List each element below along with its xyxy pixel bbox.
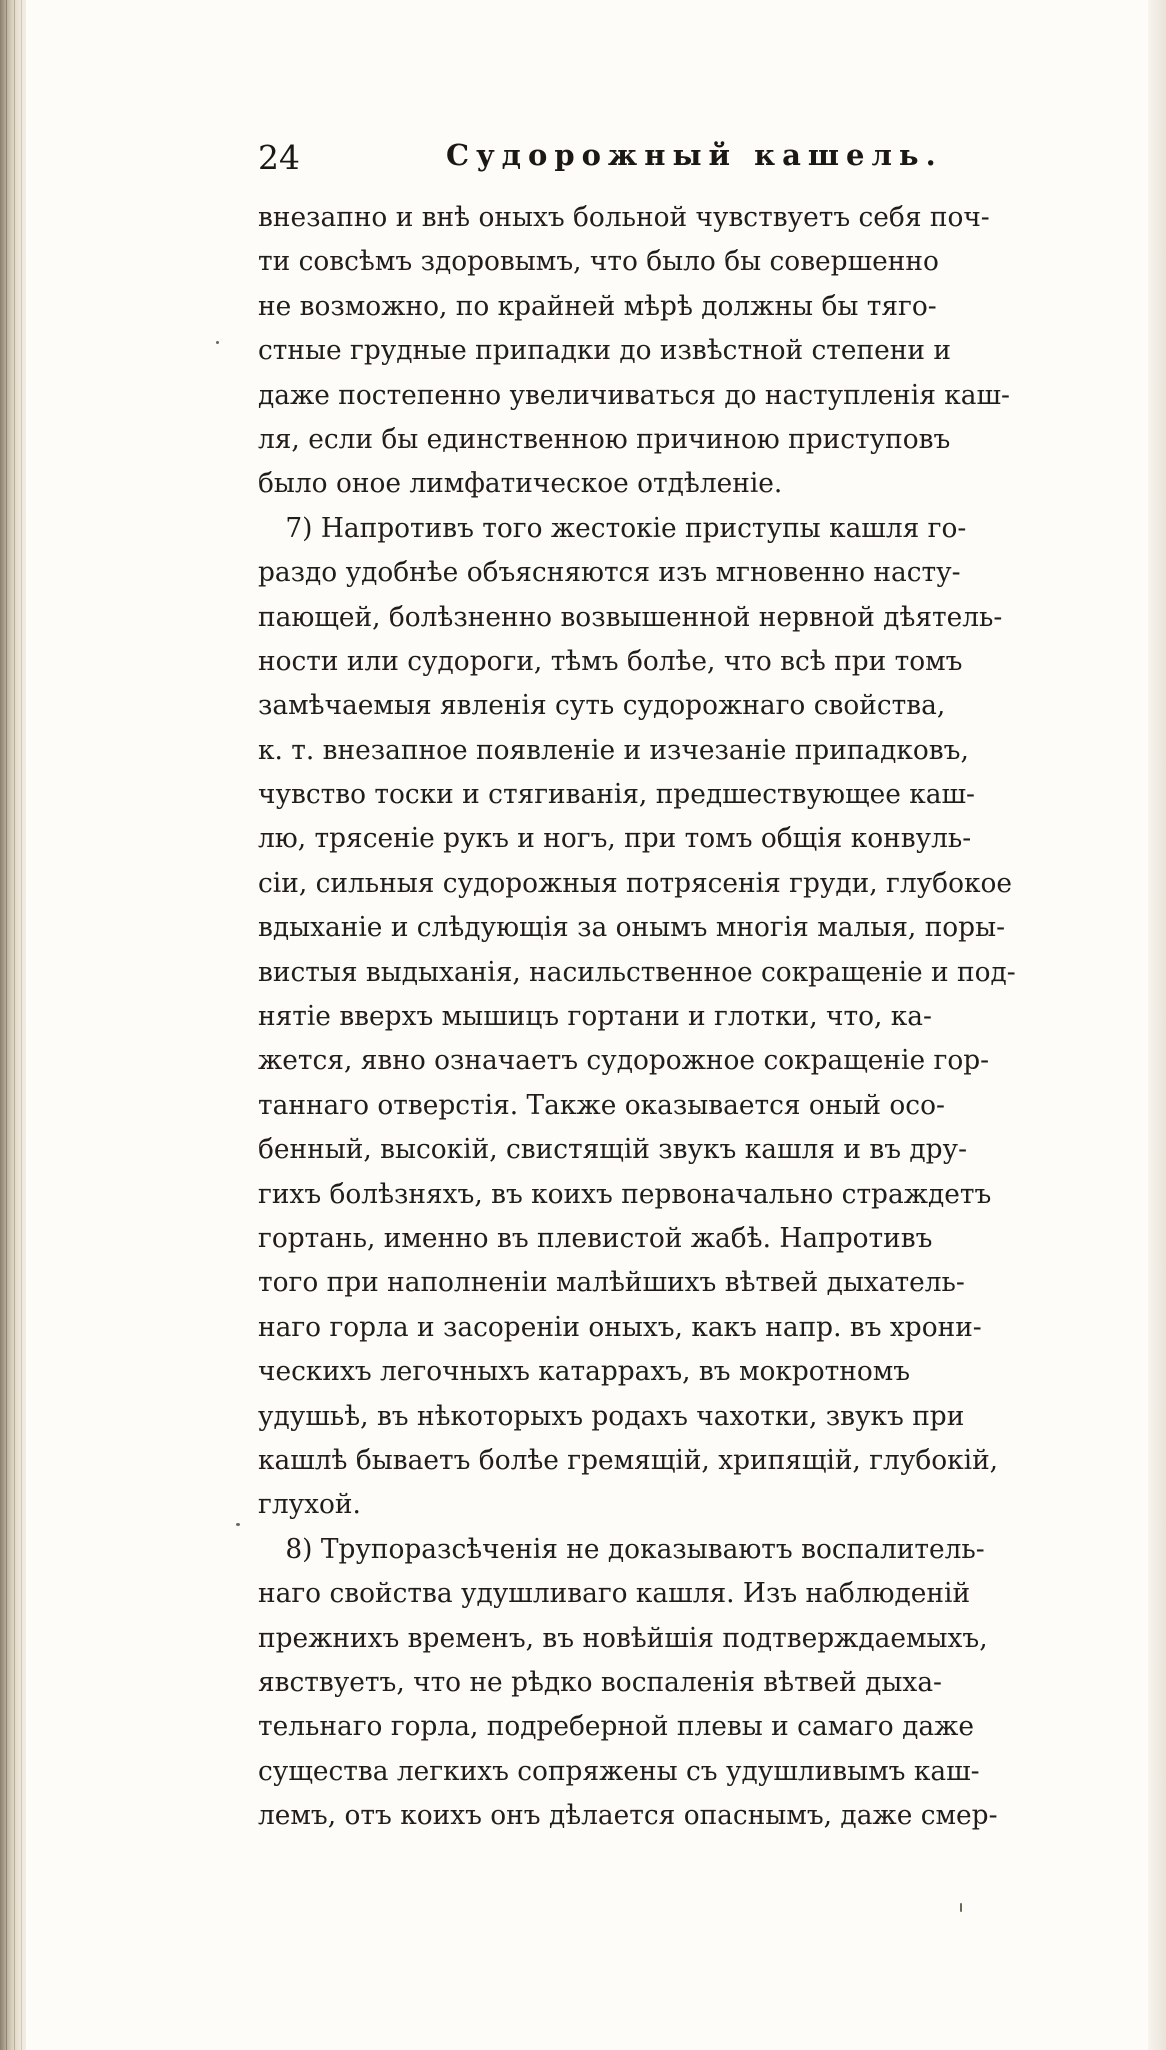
running-title: Судорожный кашель. — [446, 138, 943, 172]
text-line: гортань, именно въ плевистой жабѣ. Напротивъ — [258, 1222, 933, 1254]
ink-speck — [236, 1523, 240, 1526]
text-line: не возможно, по крайней мѣрѣ должны бы тяго- — [258, 290, 937, 322]
text-line: замѣчаемыя явленія суть судорожнаго свойства, — [258, 690, 946, 722]
binding-line — [14, 0, 15, 2050]
text-line: стные грудные припадки до извѣстной степени и — [258, 335, 951, 367]
text-line: чувство тоски и стягиванія, предшествующее каш- — [258, 779, 975, 811]
text-line: кашлѣ бываетъ болѣе гремящій, хрипящій, глубокій, — [258, 1444, 999, 1476]
text-line: вдыханіе и слѣдующія за онымъ многія малыя, поры- — [258, 912, 1006, 944]
text-line: ля, если бы единственною причиною приступовъ — [258, 423, 951, 455]
text-line: того при наполненіи малѣйшихъ вѣтвей дыхатель- — [258, 1267, 965, 1299]
text-line: вистыя выдыханія, насильственное сокращеніе и под- — [258, 956, 1016, 988]
text-line: прежнихъ временъ, въ новѣйшія подтверждаемыхъ, — [258, 1622, 988, 1654]
text-line: наго свойства удушливаго кашля. Изъ наблюденій — [258, 1578, 971, 1610]
text-line: даже постепенно увеличиваться до наступленія каш- — [258, 379, 1010, 411]
text-line: наго горла и засореніи оныхъ, какъ напр. въ хрони- — [258, 1311, 982, 1343]
text-line: удушьѣ, въ нѣкоторыхъ родахъ чахотки, звукъ при — [258, 1400, 965, 1432]
text-line: жется, явно означаетъ судорожное сокращеніе гор- — [258, 1045, 990, 1077]
text-line: глухой. — [258, 1489, 361, 1521]
text-line: тельнаго горла, подреберной плевы и самаго даже — [258, 1711, 974, 1743]
text-line: существа легкихъ сопряжены съ удушливымъ каш- — [258, 1755, 980, 1787]
text-line: ти совсѣмъ здоровымъ, что было бы совершенно — [258, 246, 939, 278]
book-binding-edge — [0, 0, 26, 2050]
text-line: нятіе вверхъ мышицъ гортани и глотки, что, ка- — [258, 1001, 932, 1033]
text-line: внезапно и внѣ оныхъ больной чувствуетъ себя поч- — [258, 202, 990, 233]
text-line: лю, трясеніе рукъ и ногъ, при томъ общія конвуль- — [258, 823, 972, 855]
paragraph-start-line: 7) Напротивъ того жестокіе приступы кашля го- — [285, 512, 967, 544]
page-header — [258, 138, 1048, 190]
binding-line — [6, 0, 7, 2050]
text-line: бенный, высокій, свистящій звукъ кашля и въ дру- — [258, 1134, 967, 1166]
paragraph-start-line: 8) Трупоразсѣченія не доказываютъ воспалитель- — [285, 1533, 985, 1565]
text-line: явствуетъ, что не рѣдко воспаленія вѣтвей дыха- — [258, 1666, 942, 1698]
text-line: лемъ, отъ коихъ онъ дѣлается опаснымъ, даже смер- — [258, 1800, 998, 1832]
page-number: 24 — [258, 138, 300, 177]
text-line: сіи, сильныя судорожныя потрясенія груди, глубокое — [258, 867, 1012, 899]
text-line: к. т. внезапное появленіе и изчезаніе припадковъ, — [258, 734, 969, 766]
binding-line — [21, 0, 22, 2050]
text-line: ческихъ легочныхъ катаррахъ, въ мокротномъ — [258, 1356, 911, 1388]
ink-speck — [216, 341, 219, 344]
body-text — [258, 196, 1158, 1838]
text-line: таннаго отверстія. Также оказывается оный осо- — [258, 1089, 945, 1121]
text-line: пающей, болѣзненно возвышенной нервной дѣятель- — [258, 601, 1003, 633]
ink-speck — [960, 1903, 962, 1912]
text-line: гихъ болѣзняхъ, въ коихъ первоначально страждетъ — [258, 1178, 992, 1210]
text-line: было оное лимфатическое отдѣленіе. — [258, 468, 783, 500]
text-line: раздо удобнѣе объясняются изъ мгновенно насту- — [258, 557, 961, 589]
text-line: ности или судороги, тѣмъ болѣе, что всѣ при томъ — [258, 645, 963, 677]
